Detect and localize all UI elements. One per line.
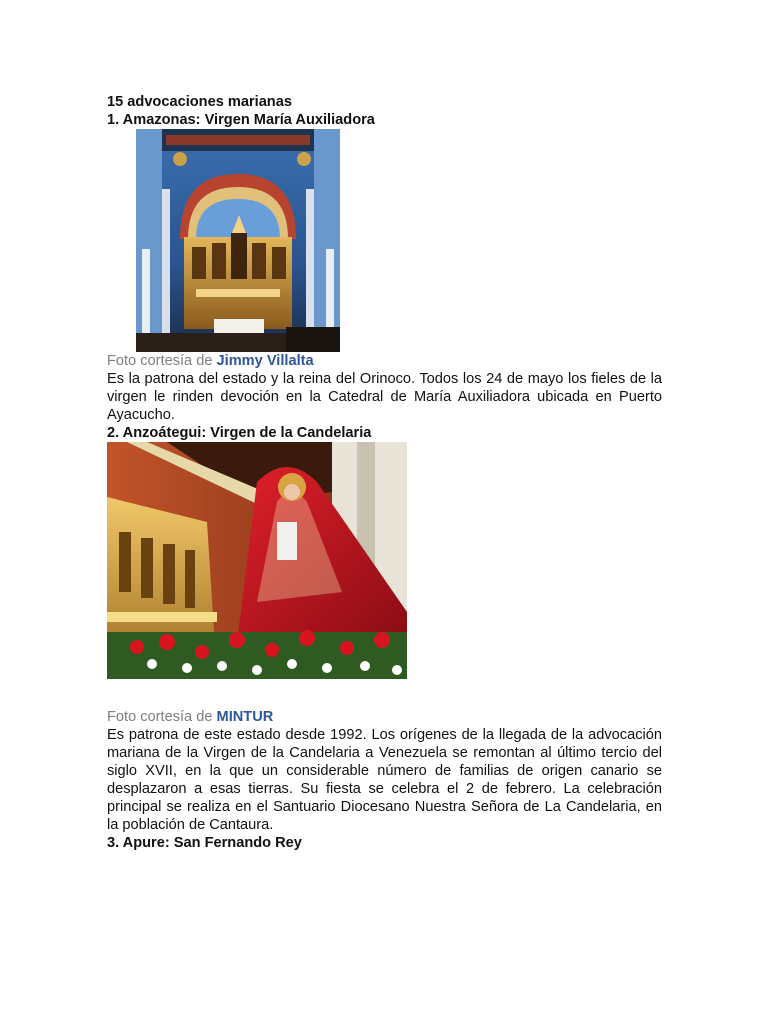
- section-2-heading: 2. Anzoátegui: Virgen de la Candelaria: [107, 425, 372, 441]
- credit-link-mintur[interactable]: MINTUR: [216, 709, 274, 725]
- credit-link-jimmy-villalta[interactable]: Jimmy Villalta: [216, 353, 314, 369]
- cathedral-altar-photo: [136, 129, 340, 352]
- spacer: [107, 679, 662, 708]
- credit-prefix: Foto cortesía de: [107, 353, 213, 369]
- virgin-candelaria-photo: [107, 442, 407, 679]
- section-1-photo-credit: [107, 352, 662, 370]
- section-2-paragraph: Es patrona de este estado desde 1992. Los orígenes de la llegada de la advocación mariana de la Virgen de la Candelaria a Venezuela se remontan al último tercio del siglo XVII, en la que un considerable número de familias de origen canario se desplazaron a esas tierras. Su fiesta se celebra el 2 de febrero. La celebración principal se realiza en el Santuario Diocesano Nuestra Señora de La Candelaria, en la población de Cantaura.: [107, 727, 662, 833]
- document-title: 15 advocaciones marianas: [107, 94, 292, 110]
- document-page: [107, 93, 662, 852]
- section-2-photo-credit: [107, 708, 662, 726]
- section-1-paragraph: Es la patrona del estado y la reina del Orinoco. Todos los 24 de mayo los fieles de la virgen le rinden devoción en la Catedral de María Auxiliadora ubicada en Puerto Ayacucho.: [107, 371, 662, 423]
- section-1-heading: 1. Amazonas: Virgen María Auxiliadora: [107, 112, 375, 128]
- credit-prefix: Foto cortesía de: [107, 709, 213, 725]
- section-3-heading: 3. Apure: San Fernando Rey: [107, 835, 302, 851]
